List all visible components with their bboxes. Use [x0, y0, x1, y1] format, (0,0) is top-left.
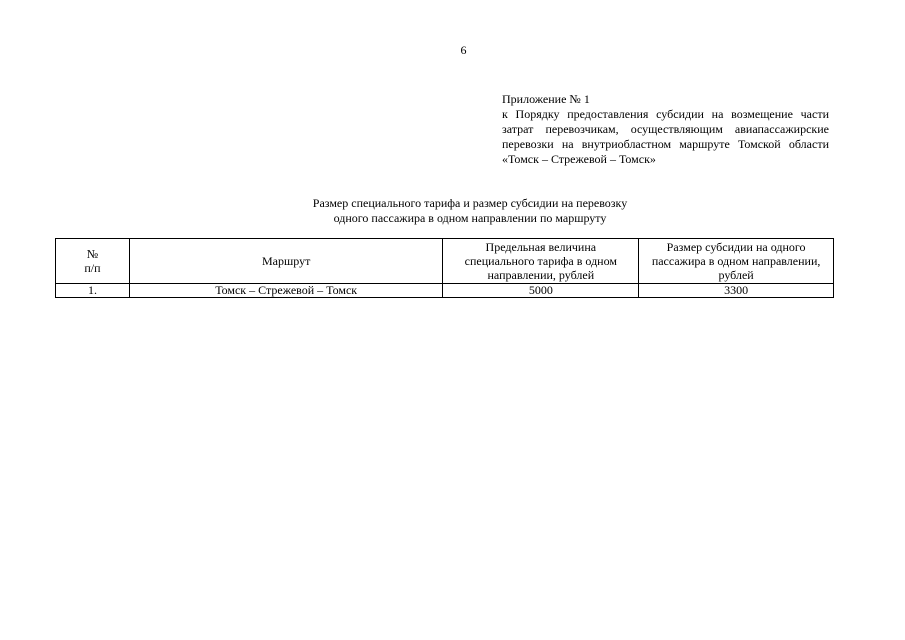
table-header-row	[56, 239, 834, 284]
tariff-table	[55, 238, 834, 298]
header-subsidy-line-2: пассажира в одном направлении,	[651, 254, 821, 268]
document-title-line-1: Размер специального тарифа и размер субсидии на перевозку	[312, 196, 628, 210]
header-route: Маршрут	[129, 239, 443, 284]
cell-subsidy: 3300	[639, 284, 834, 298]
header-tariff-line-3: направлении, рублей	[487, 268, 595, 282]
header-num-line-1: №	[86, 247, 99, 261]
header-num	[56, 239, 130, 284]
document-title-line-2: одного пассажира в одном направлении по маршруту	[333, 211, 607, 225]
appendix-block	[502, 92, 829, 167]
header-subsidy	[639, 239, 834, 284]
cell-route: Томск – Стрежевой – Томск	[129, 284, 443, 298]
header-subsidy-line-1: Размер субсидии на одного	[666, 240, 806, 254]
header-tariff-line-1: Предельная величина	[485, 240, 597, 254]
appendix-title: Приложение № 1	[502, 92, 590, 106]
header-tariff	[443, 239, 639, 284]
document-title	[200, 196, 740, 226]
page-number: 6	[460, 43, 467, 57]
table-row	[56, 284, 834, 298]
cell-num: 1.	[56, 284, 130, 298]
header-subsidy-line-3: рублей	[718, 268, 754, 282]
cell-tariff: 5000	[443, 284, 639, 298]
appendix-body: к Порядку предоставления субсидии на возмещение части затрат перевозчикам, осуществляющим авиапассажирские перевозки на внутриобластном маршруте Томской области «Томск – Стрежевой – Томск»	[502, 107, 829, 166]
header-tariff-line-2: специального тарифа в одном	[464, 254, 617, 268]
header-num-line-2: п/п	[84, 261, 101, 275]
